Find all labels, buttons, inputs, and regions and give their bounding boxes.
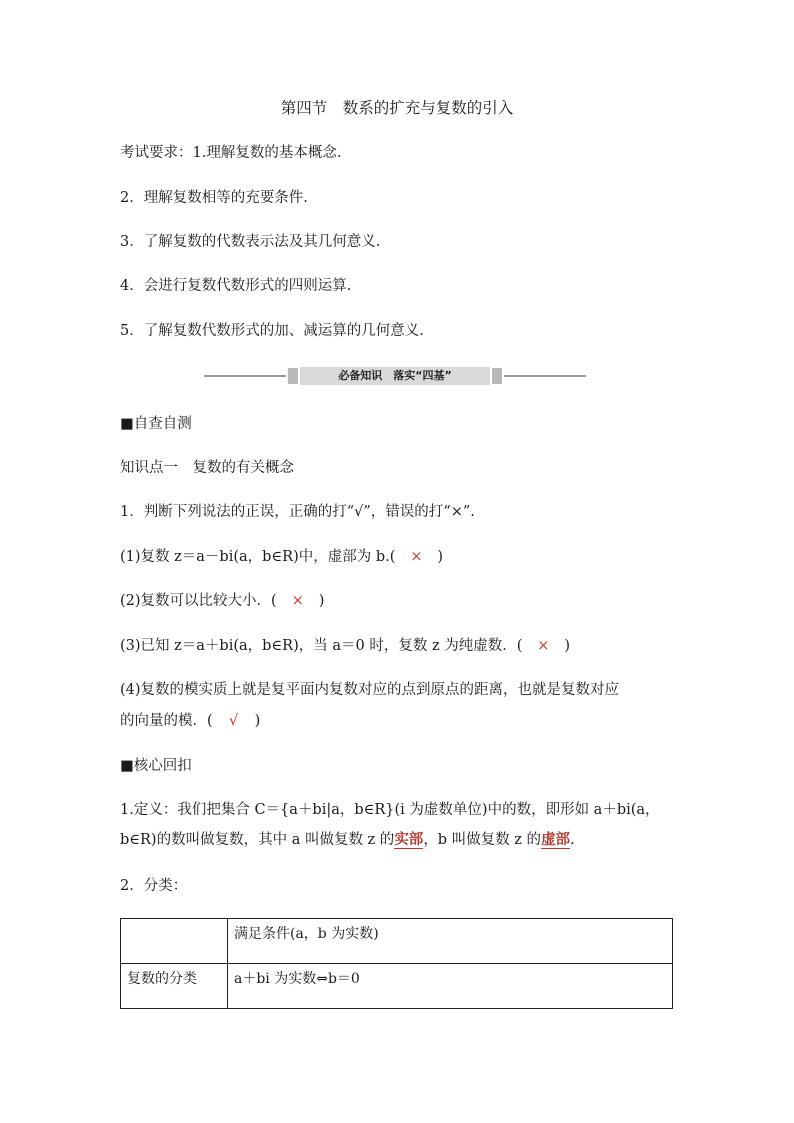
- heading-self-check: ■自查自测: [120, 416, 192, 432]
- classification-label: 2．分类：: [120, 878, 188, 894]
- banner-text: 必备知识 落实“四基”: [300, 367, 490, 385]
- item-3: (3)已知 z＝a＋bi(a，b∈R)，当 a＝0 时，复数 z 为纯虚数．( × ): [120, 638, 571, 654]
- requirement-3: 3．了解复数的代数表示法及其几何意义.: [120, 234, 381, 250]
- item-4-line2: 的向量的模．( √ ): [120, 713, 261, 729]
- table-cell: [121, 919, 228, 964]
- requirement-1: 考试要求：1.理解复数的基本概念.: [120, 145, 342, 161]
- page-title: 第四节 数系的扩充与复数的引入: [280, 99, 514, 117]
- correct-mark: √: [229, 713, 239, 729]
- classification-table: [120, 918, 673, 1009]
- table-cell: 满足条件(a，b 为实数): [228, 919, 673, 964]
- question-1: 1．判断下列说法的正误，正确的打“√”，错误的打“×”.: [120, 504, 475, 520]
- wrong-mark: ×: [537, 638, 550, 654]
- table-row: [121, 964, 673, 1009]
- wrong-mark: ×: [291, 593, 304, 609]
- requirement-5: 5．了解复数代数形式的加、减运算的几何意义.: [120, 323, 424, 339]
- requirement-2: 2．理解复数相等的充要条件.: [120, 190, 308, 206]
- heading-core: ■核心回扣: [120, 758, 192, 774]
- item-2: (2)复数可以比较大小．( × ): [120, 593, 325, 609]
- item-1: (1)复数 z＝a－bi(a，b∈R)中，虚部为 b.( × ): [120, 549, 444, 565]
- table-row: [121, 919, 673, 964]
- wrong-mark: ×: [410, 549, 423, 565]
- item-4-line1: (4)复数的模实质上就是复平面内复数对应的点到原点的距离，也就是复数对应: [120, 682, 620, 698]
- table-cell: 复数的分类: [121, 964, 228, 1009]
- bullet-icon: ■: [120, 758, 134, 774]
- bullet-icon: ■: [120, 416, 134, 432]
- definition-line-2: b∈R)的数叫做复数，其中 a 叫做复数 z 的实部，b 叫做复数 z 的虚部.: [120, 831, 575, 848]
- section-banner: [204, 367, 586, 385]
- requirement-4: 4．会进行复数代数形式的四则运算.: [120, 278, 352, 294]
- knowledge-point-heading: 知识点一 复数的有关概念: [120, 460, 294, 476]
- answer-imaginary-part: 虚部: [541, 831, 571, 848]
- table-cell: a＋bi 为实数⇔b＝0: [228, 964, 673, 1009]
- definition-line-1: 1.定义：我们把集合 C＝{a＋bi|a，b∈R}(i 为虚数单位)中的数，即形如 a＋bi(a，: [120, 802, 660, 818]
- answer-real-part: 实部: [394, 831, 424, 848]
